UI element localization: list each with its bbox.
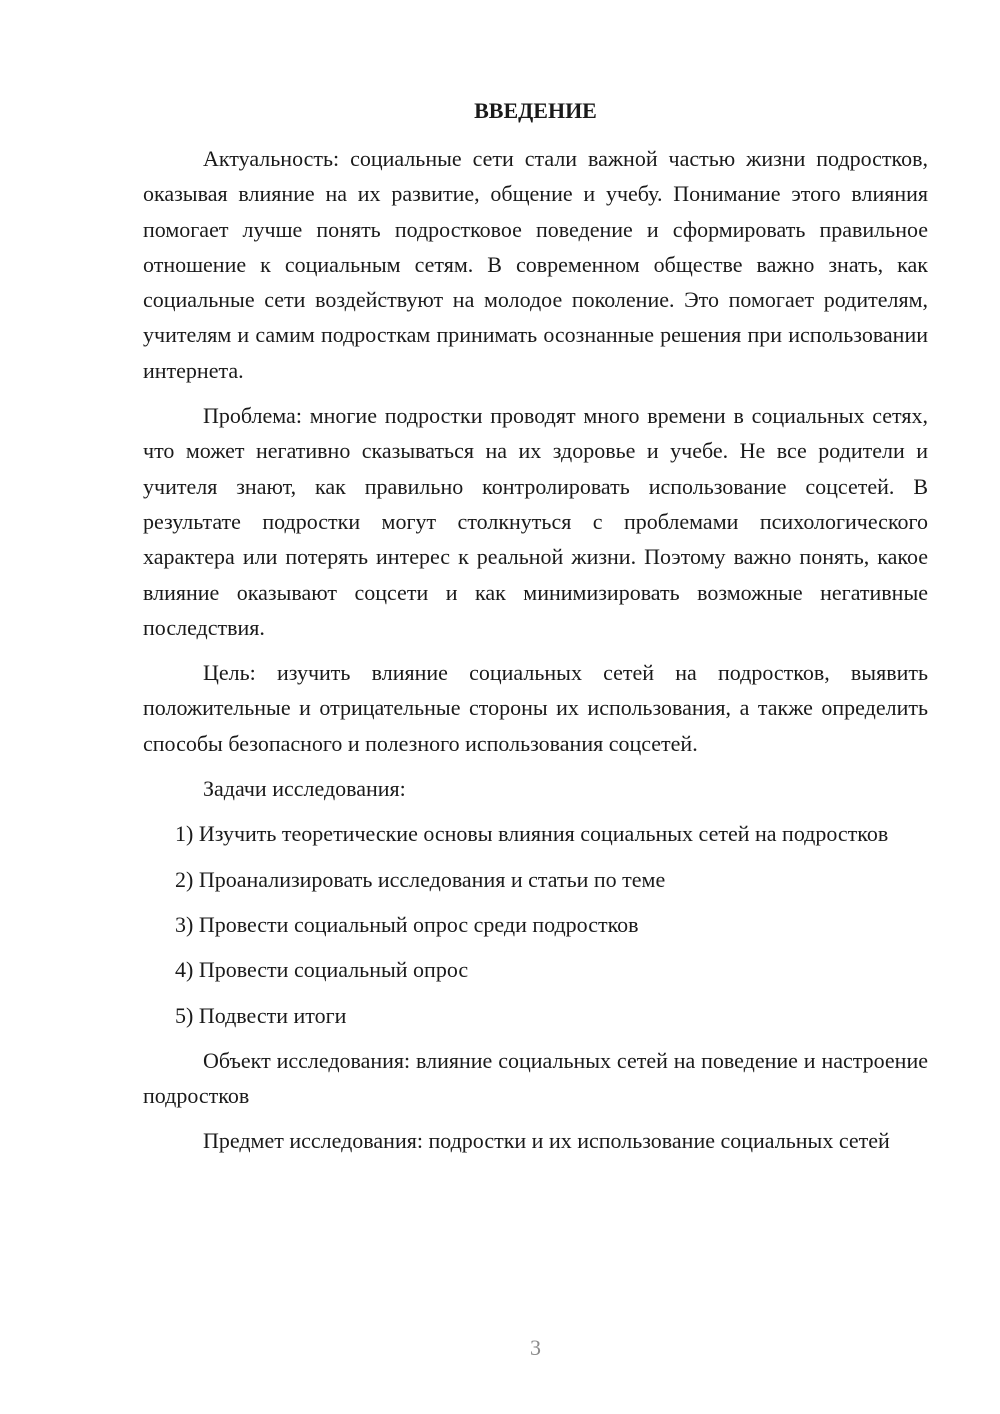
tasks-heading: Задачи исследования: xyxy=(203,776,406,802)
relevance-paragraph: Актуальность: социальные сети стали важной частью жизни подростков, оказывая влияние на их развитие, общение и учебу. Понимание этого влияния помогает лучше понять подростковое поведение и сформировать правильное отношение к социальным сетям. В современном обществе важно знать, как социальные сети воздействуют на молодое поколение. Это помогает родителям, учителям и самим подросткам принимать осознанные решения при использовании интернета. xyxy=(143,146,928,383)
document-body xyxy=(143,141,928,1159)
goal-paragraph: Цель: изучить влияние социальных сетей на подростков, выявить положительные и отрицательные стороны их использования, а также определить способы безопасного и полезного использования соцсетей. xyxy=(143,660,928,756)
task-item: 1) Изучить теоретические основы влияния социальных сетей на подростков xyxy=(175,821,889,847)
task-item: 3) Провести социальный опрос среди подростков xyxy=(175,911,639,937)
task-item: 5) Подвести итоги xyxy=(175,1002,347,1028)
problem-paragraph: Проблема: многие подростки проводят много времени в социальных сетях, что может негативно сказываться на их здоровье и учебе. Не все родители и учителя знают, как правильно контролировать использование соцсетей. В результате подростки могут столкнуться с проблемами психологического характера или потерять интерес к реальной жизни. Поэтому важно понять, какое влияние оказывают соцсети и как минимизировать возможные негативные последствия. xyxy=(143,403,928,640)
page-number: 3 xyxy=(530,1335,541,1360)
subject-paragraph: Предмет исследования: подростки и их использование социальных сетей xyxy=(203,1128,890,1154)
task-item: 2) Проанализировать исследования и статьи по теме xyxy=(175,866,666,892)
object-paragraph: Объект исследования: влияние социальных сетей на поведение и настроение подростков xyxy=(143,1047,928,1109)
document-page xyxy=(143,0,928,1414)
task-item: 4) Провести социальный опрос xyxy=(175,957,469,983)
document-heading: ВВЕДЕНИЕ xyxy=(474,98,597,123)
